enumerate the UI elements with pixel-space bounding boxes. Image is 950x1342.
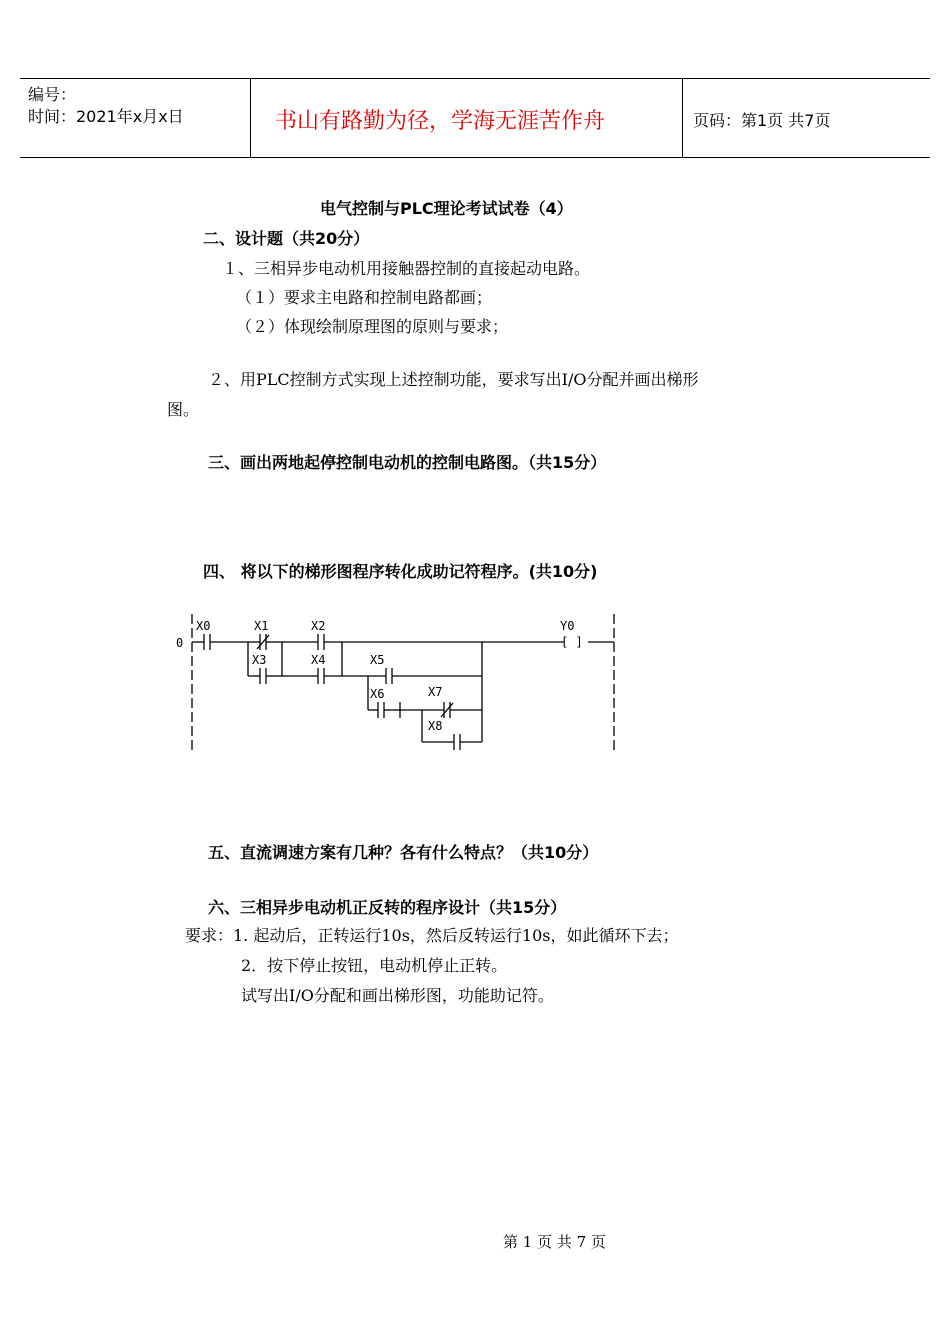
exam-title: 电气控制与PLC理论考试试卷（4） — [320, 199, 573, 218]
ladder-contact-x6: X6 — [370, 687, 385, 701]
ladder-contact-x8: X8 — [428, 719, 443, 733]
header-divider — [250, 79, 251, 157]
ladder-coil: [ ] — [561, 635, 583, 649]
ladder-contact-x4: X4 — [311, 653, 326, 667]
page-code: 页码：第1页 共7页 — [693, 111, 831, 130]
serial-label: 编号： — [28, 85, 77, 104]
section6-req-line1: 要求：1. 起动后，正转运行10s，然后反转运行10s，如此循环下去； — [185, 926, 679, 945]
header-divider — [682, 79, 683, 157]
section3-heading: 三、画出两地起停控制电动机的控制电路图。（共15分） — [208, 453, 607, 472]
section2-heading: 二、设计题（共20分） — [203, 229, 370, 248]
section5-heading: 五、直流调速方案有几种？各有什么特点？（共10分） — [208, 843, 599, 862]
ladder-contact-x7: X7 — [428, 685, 443, 699]
question-2-1b: （２）体现绘制原理图的原则与要求； — [236, 317, 509, 336]
ladder-contact-x3: X3 — [252, 653, 267, 667]
ladder-contact-x2: X2 — [311, 619, 326, 633]
ladder-contact-x0: X0 — [196, 619, 211, 633]
question-2-2-line2: 图。 — [167, 400, 200, 419]
ladder-diagram — [168, 606, 620, 758]
question-2-2-line1: ２、用PLC控制方式实现上述控制功能，要求写出I/O分配并画出梯形 — [208, 370, 699, 389]
ladder-output-y0: Y0 — [560, 619, 575, 633]
time-label: 时间：2021年x月x日 — [28, 107, 184, 126]
question-2-1a: （１）要求主电路和控制电路都画； — [236, 288, 493, 307]
ladder-step: 0 — [176, 636, 184, 650]
section4-heading: 四、 将以下的梯形图程序转化成助记符程序。(共10分) — [203, 562, 598, 581]
page-footer: 第 1 页 共 7 页 — [503, 1233, 606, 1251]
section6-heading: 六、三相异步电动机正反转的程序设计（共15分） — [208, 898, 567, 917]
question-2-1: １、三相异步电动机用接触器控制的直接起动电路。 — [222, 259, 591, 278]
ladder-contact-x5: X5 — [370, 653, 385, 667]
section6-req-line3: 试写出I/O分配和画出梯形图，功能助记符。 — [241, 986, 554, 1005]
ladder-contact-x1: X1 — [254, 619, 269, 633]
motto: 书山有路勤为径，学海无涯苦作舟 — [275, 109, 606, 134]
section6-req-line2: 2．按下停止按钮，电动机停止正转。 — [241, 956, 508, 975]
